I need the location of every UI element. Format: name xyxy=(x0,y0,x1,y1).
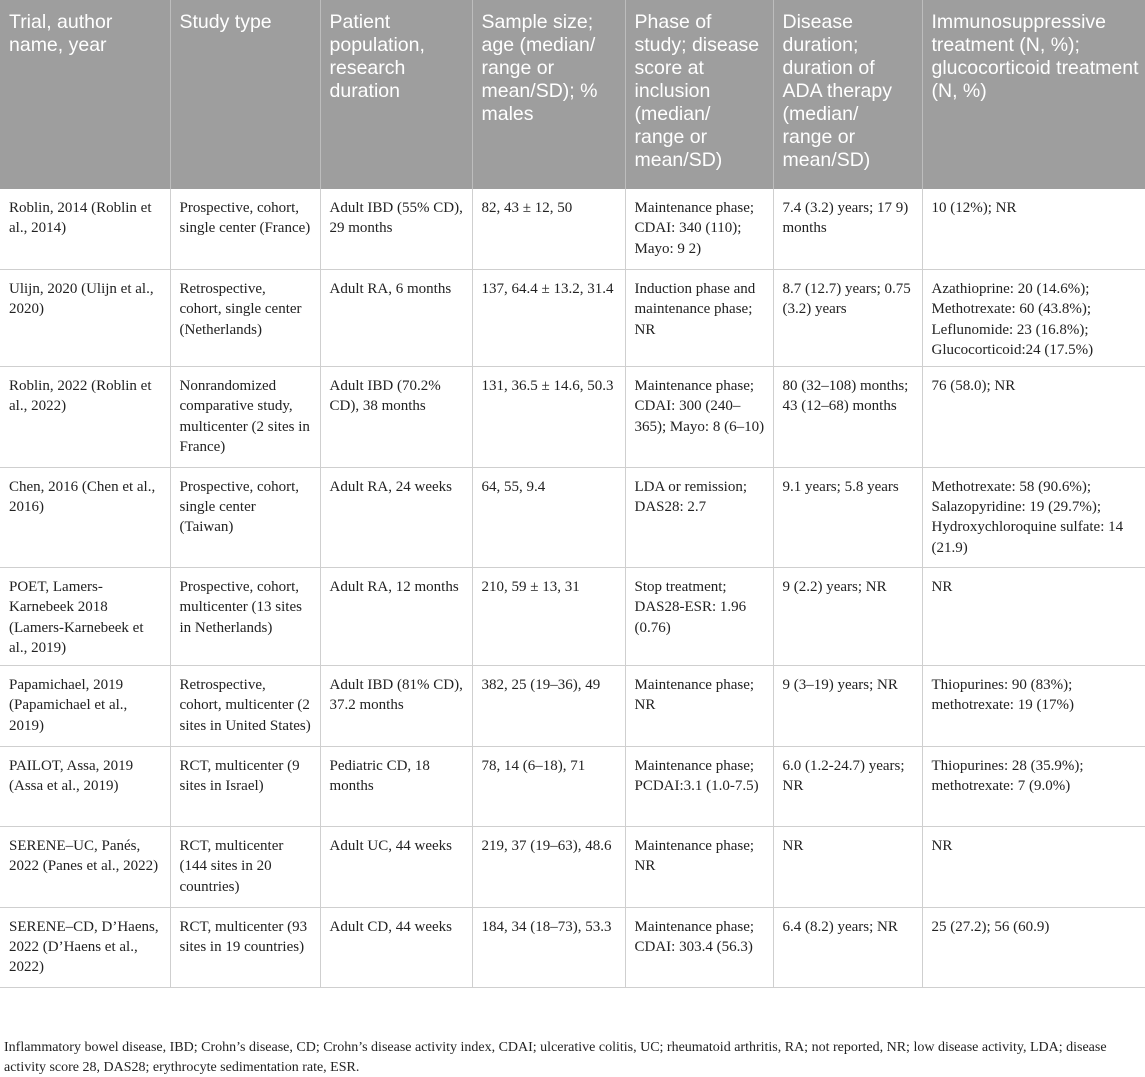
cell-duration: 9.1 years; 5.8 years xyxy=(773,467,922,568)
cell-phase: Maintenance phase; PCDAI:3.1 (1.0-7.5) xyxy=(625,746,773,827)
cell-sample: 210, 59 ± 13, 31 xyxy=(472,568,625,666)
header-row xyxy=(0,0,1145,189)
cell-treatment: 25 (27.2); 56 (60.9) xyxy=(922,907,1145,988)
cell-sample: 82, 43 ± 12, 50 xyxy=(472,189,625,270)
table-row xyxy=(0,666,1145,747)
cell-duration: 7.4 (3.2) years; 17 9) months xyxy=(773,189,922,270)
cell-trial: POET, Lamers-Karnebeek 2018 (Lamers-Karnebeek et al., 2019) xyxy=(0,568,170,666)
cell-phase: Maintenance phase; NR xyxy=(625,827,773,908)
header-disease-duration: Disease duration; duration of ADA therapy (median/ range or mean/SD) xyxy=(773,0,922,189)
table-row xyxy=(0,907,1145,988)
cell-study-type: Nonrandomized comparative study, multicenter (2 sites in France) xyxy=(170,367,320,468)
cell-sample: 78, 14 (6–18), 71 xyxy=(472,746,625,827)
cell-treatment: NR xyxy=(922,827,1145,908)
cell-duration: 6.0 (1.2-24.7) years; NR xyxy=(773,746,922,827)
cell-population: Adult RA, 12 months xyxy=(320,568,472,666)
table-row xyxy=(0,568,1145,666)
cell-sample: 137, 64.4 ± 13.2, 31.4 xyxy=(472,270,625,367)
cell-sample: 64, 55, 9.4 xyxy=(472,467,625,568)
cell-phase: Maintenance phase; CDAI: 303.4 (56.3) xyxy=(625,907,773,988)
header-treatment: Immunosuppressive treatment (N, %); glucocorticoid treatment (N, %) xyxy=(922,0,1145,189)
cell-trial: Roblin, 2022 (Roblin et al., 2022) xyxy=(0,367,170,468)
cell-study-type: Retrospective, cohort, single center (Netherlands) xyxy=(170,270,320,367)
cell-population: Adult UC, 44 weeks xyxy=(320,827,472,908)
header-phase: Phase of study; disease score at inclusion (median/ range or mean/SD) xyxy=(625,0,773,189)
cell-treatment: NR xyxy=(922,568,1145,666)
table-header xyxy=(0,0,1145,189)
cell-duration: 9 (3–19) years; NR xyxy=(773,666,922,747)
cell-trial: Papamichael, 2019 (Papamichael et al., 2019) xyxy=(0,666,170,747)
cell-phase: LDA or remission; DAS28: 2.7 xyxy=(625,467,773,568)
cell-study-type: RCT, multicenter (144 sites in 20 countries) xyxy=(170,827,320,908)
header-trial: Trial, author name, year xyxy=(0,0,170,189)
cell-study-type: RCT, multicenter (93 sites in 19 countries) xyxy=(170,907,320,988)
table-footnote: Inflammatory bowel disease, IBD; Crohn’s disease, CD; Crohn’s disease activity index, CDAI; ulcerative colitis, UC; rheumatoid arthritis, RA; not reported, NR; low disease activity, LDA; disease activity score 28, DAS28; erythrocyte sedimentation rate, ESR. xyxy=(4,1040,1107,1075)
cell-trial: PAILOT, Assa, 2019 (Assa et al., 2019) xyxy=(0,746,170,827)
table-body xyxy=(0,189,1145,988)
table-row xyxy=(0,827,1145,908)
cell-population: Adult RA, 24 weeks xyxy=(320,467,472,568)
cell-study-type: Prospective, cohort, single center (Taiwan) xyxy=(170,467,320,568)
cell-phase: Stop treatment; DAS28-ESR: 1.96 (0.76) xyxy=(625,568,773,666)
cell-population: Adult IBD (70.2% CD), 38 months xyxy=(320,367,472,468)
cell-trial: SERENE–CD, D’Haens, 2022 (D’Haens et al., 2022) xyxy=(0,907,170,988)
cell-sample: 219, 37 (19–63), 48.6 xyxy=(472,827,625,908)
cell-phase: Maintenance phase; NR xyxy=(625,666,773,747)
cell-phase: Maintenance phase; CDAI: 340 (110); Mayo: 9 2) xyxy=(625,189,773,270)
cell-duration: 6.4 (8.2) years; NR xyxy=(773,907,922,988)
cell-study-type: Retrospective, cohort, multicenter (2 sites in United States) xyxy=(170,666,320,747)
header-study-type: Study type xyxy=(170,0,320,189)
cell-population: Adult IBD (81% CD), 37.2 months xyxy=(320,666,472,747)
cell-study-type: Prospective, cohort, single center (France) xyxy=(170,189,320,270)
header-patient-population: Patient population, research duration xyxy=(320,0,472,189)
cell-treatment: 76 (58.0); NR xyxy=(922,367,1145,468)
cell-trial: Roblin, 2014 (Roblin et al., 2014) xyxy=(0,189,170,270)
table-row xyxy=(0,189,1145,270)
cell-treatment: Thiopurines: 90 (83%); methotrexate: 19 (17%) xyxy=(922,666,1145,747)
cell-study-type: RCT, multicenter (9 sites in Israel) xyxy=(170,746,320,827)
table-row xyxy=(0,746,1145,827)
cell-sample: 382, 25 (19–36), 49 xyxy=(472,666,625,747)
cell-population: Pediatric CD, 18 months xyxy=(320,746,472,827)
header-sample-size: Sample size; age (median/ range or mean/SD); % males xyxy=(472,0,625,189)
table-row xyxy=(0,467,1145,568)
cell-phase: Maintenance phase; CDAI: 300 (240–365); Mayo: 8 (6–10) xyxy=(625,367,773,468)
cell-duration: 9 (2.2) years; NR xyxy=(773,568,922,666)
cell-population: Adult CD, 44 weeks xyxy=(320,907,472,988)
cell-duration: NR xyxy=(773,827,922,908)
cell-treatment: Azathioprine: 20 (14.6%); Methotrexate: 60 (43.8%); Leflunomide: 23 (16.8%); Glucocorticoid:24 (17.5%) xyxy=(922,270,1145,367)
cell-study-type: Prospective, cohort, multicenter (13 sites in Netherlands) xyxy=(170,568,320,666)
cell-treatment: 10 (12%); NR xyxy=(922,189,1145,270)
cell-treatment: Methotrexate: 58 (90.6%); Salazopyridine: 19 (29.7%); Hydroxychloroquine sulfate: 14 (21.9) xyxy=(922,467,1145,568)
cell-trial: Ulijn, 2020 (Ulijn et al., 2020) xyxy=(0,270,170,367)
cell-phase: Induction phase and maintenance phase; NR xyxy=(625,270,773,367)
cell-duration: 8.7 (12.7) years; 0.75 (3.2) years xyxy=(773,270,922,367)
cell-sample: 184, 34 (18–73), 53.3 xyxy=(472,907,625,988)
table-row xyxy=(0,270,1145,367)
cell-treatment: Thiopurines: 28 (35.9%); methotrexate: 7 (9.0%) xyxy=(922,746,1145,827)
cell-sample: 131, 36.5 ± 14.6, 50.3 xyxy=(472,367,625,468)
cell-population: Adult IBD (55% CD), 29 months xyxy=(320,189,472,270)
cell-trial: SERENE–UC, Panés, 2022 (Panes et al., 2022) xyxy=(0,827,170,908)
cell-duration: 80 (32–108) months; 43 (12–68) months xyxy=(773,367,922,468)
table-row xyxy=(0,367,1145,468)
cell-trial: Chen, 2016 (Chen et al., 2016) xyxy=(0,467,170,568)
cell-population: Adult RA, 6 months xyxy=(320,270,472,367)
